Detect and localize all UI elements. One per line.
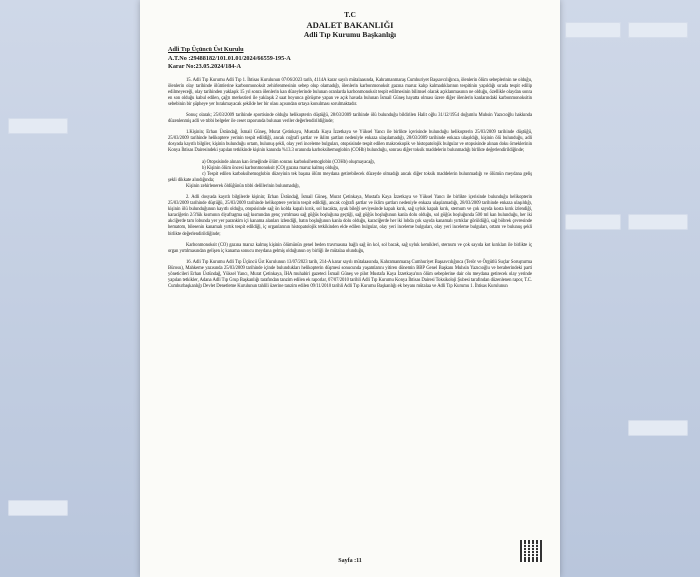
background-tile [628, 420, 688, 436]
background-tile [565, 214, 621, 230]
paragraph: 1.Kişinin; Erhan Üstündağ, İsmail Güneş, Murat Çetinkaya, Mustafa Kaya İzzetkaya ve Yüksel Yancı ile birlikte içerisinde bulunduğu helikopterin 25/03/2009 tarihinde düştüğü, 25/03/2009 tarihinde helikoptere yerinin tespit edildiği, ancak coğrafi şartlar ve iklim şartları nedeniyle enkaza ulaşılamadığı, 28/03/2009 tarihinde enkaza ulaşıldığı, kişinin ölü bulunduğu, adli dosyada kayıtlı bilgiler, kişinin bulunduğu ortam, bulunuş şekli, olay yeri inceleme bulguları, otopsisinde tespit edilen makroskopik ve histopatolojik bulgular ve otopsisinde alınan doku örneklerinin Konya İhtisas Dairesindeki yapılan tetkikinde kişinin kanında %13.3 oranında karboksihemoglobin (COHb) bulunduğu, sonrası diğer toksik maddelerin bulunmadığı birlikte değerlendirildiğinde; [168, 130, 532, 154]
background-tile [628, 22, 688, 38]
background-tile [8, 500, 68, 516]
paragraph: a) Otopsisinde alınan kan örneğinde ölüm sonrası karboksihemoglobin (COHb) oluşmayacağı, [202, 159, 375, 165]
document-body [168, 78, 532, 291]
paragraph: Karbonmonoksit (CO) gazına maruz kalmış kişinin ölümünün genel beden travmasına bağlı sağ ön kol, sol bacak, sağ uyluk kemikleri, sternum ve çok sayıda kot kırıkları ile birlikte iç organ yırtılmasından gelişen iç kanama sonucu meydana gelmiş olduğunun oy birliği ile mütalaa olunduğu, [168, 242, 532, 254]
background-tile [628, 214, 688, 230]
document-meta [168, 46, 532, 72]
paragraph: Sonuç olarak; 25/03/2009 tarihinde sportisinde olduğu helikopterin düştüğü, 28/03/2009 tarihinde ölü bulunduğu bildirilen Halit oğlu 31/12/1954 doğumlu Muhsin Yazıcıoğlu hakkında düzenlenmiş adli ve tıbbi belgeler ile ceset raporunda bulunan veriler değerlendirildiğinde; [168, 112, 532, 125]
page-number: Sayfa :11 [338, 558, 362, 564]
document-header [168, 10, 532, 40]
decision-number: Karar No:23.05.2024/184-A [168, 63, 241, 70]
paragraph: Kişinin zehirlenerek öldüğünün tıbbi delillerinin bulunmadığı, [186, 183, 300, 189]
header-ministry: ADALET BAKANLIĞI [306, 20, 394, 30]
qr-code-icon [520, 540, 542, 562]
background-right [550, 0, 700, 577]
paragraph: 16. Adli Tıp Kurumu Adli Tıp Üçüncü Üst Kurulunun 13/07/2023 tarih, 214-A karar sayılı mütalaasında, Kahramanmaraş Cumhuriyet Başsavcılığınca (Terör ve Örgütlü Suçlar Soruşturma Bürosu), Mahkeme yazısında 25/03/2009 tarihinde içinde bulundukları helikopterin düşmesi sonucunda yaşamlarını yitiren dönemin BBP Genel Başkanı Muhsin Yazıcıoğlu ve beraberindeki parti yöneticileri Erhan Üstündağ, Yüksel Yancı, Murat Çetinkaya, İHA muhabiri gazeteci İsmail Güneş ve pilot Mustafa Kaya İzzetkaya'nın ölüm sebeplerine dair olu meydana getirecek olay yerinde yapılan tetkikler, Adana Adli Tıp Grup Başkanlığı tarafından tanzim edilen ek raporlar, 07/07/2010 tarihli Adli Tıp Kurumu Konya İhtisas Dairesi Toksikoloji Şubesi tarafından düzenlenen rapor, T.C. Cumhurbaşkanlığı Devlet Denetleme Kurulunun tahlili üzerine tanzim edilen 09/11/2010 tarihli Adli Tıp Kurumu Başkanlığı ek beyanı mütalaa ve Adli Tıp Kurumu 1. İhtisas Kurulunun [168, 259, 532, 290]
header-tc: T.C [344, 10, 356, 19]
committee-name: Adli Tıp Üçüncü Üst Kurulu [168, 46, 244, 53]
paragraph: c) Tespit edilen karboksihemoglobin düzeyinin tek başına ölüm meydana getirebilecek düzeyde olmadığı ancak diğer toksik maddelerin bulunmadığı ve ölümün meydana geliş şekli dikkate alındığında; [168, 171, 532, 183]
background-tile [565, 22, 621, 38]
paragraph: 15. Adli Tıp Kurumu Adli Tıp 1. İhtisas Kurulunun 07/06/2023 tarih, 4114A karar sayılı mütalaasında, Kahramanmaraş Cumhuriyet Başsavcılığınca, ölenlerin ölüm sebeplerinin ne olduğu, ölenlerin olay tarihinde ölümlerine karbonmonoksit zehirlenmesinin sebep olup olamadığı, ölenlerin karbonmonoksit gazına maruz kalıp kalmadıklarının tespitinin yapıldığı sırada tespit edilip edilmeyeceği, olay tarihinden yaklaşık 15 yıl sonra ölenlerin kan düzeylerinde bulunan oranlarda karbonmonoksit tespit edilmesinin bilimsel olarak açıklanmasının ne olduğu, özellikle olaydan sonra en son olduğu kabul edilen, çağrı merkezleri ile yaklaşık 2 saat boyunca görüşme yapan ve açık havada bulunan İsmail Güneş hayatta olması üzere diğer ölenlerin kanlarındaki karbonmonoksitin sebebinin bir şüpheye yer bırakmayacak şekilde her bir olası açısından ortaya konulması sorulmaktadır. [168, 77, 532, 107]
paragraph: 2. Adli dosyada kayıtlı bilgilerde kişinin; Erhan Üstündağ, İsmail Güneş, Murat Çetinkaya, Mustafa Kaya İzzetkaya ve Yüksel Yancı ile birlikte içerisinde bulunduğu helikopterin 25/03/2009 tarihinde düştüğü, 25/03/2009 tarihinde helikoptere yerinin tespit edildiği, ancak coğrafi şartlar ve iklim şartları nedeniyle enkaza ulaşılamadığı, 28/03/2009 tarihinde enkaza ulaşıldığı, kişinin ölü bulunduğunun kayıtlı olduğu, otopsisinde sağ ön kolda kapalı kırık, sol bacakta, ayak bileği seviyesinde kapalı kırık, sağ uyluk kapalı kırık, sternum ve çok sayıda kosta kırık izlendiği, karaciğerin 2/3'lük kısmının diyafragma sağ kısmından genç yırtılması sağ göğüs boşluğuna geçtiği, sağ göğüs boşluğunun kanla dolu olduğu, sol göğüs boşluğunda 500 ml kan bulunduğu, her iki akciğerde tam lobunda yer yer parankim içi kanama alanları izlendiği, batın boşluğunun kanla dolu olduğu, karaciğerde her iki lobda çok sayıda kanamalı yırtıklar görüldüğü, sağ böbrek çevresinde hematom, bilesenin kanamalı yırtık tespit edildiği, iç organlarının histopatolojik tetkikinden elde edilen bulgular, olay yeri inceleme bulguları, olay yeri inceleme bulguları, ortam ve bulunuş şekli birlikte değerlendirildiğinde; [168, 195, 532, 237]
document-page [140, 0, 560, 577]
header-department: Adli Tıp Kurumu Başkanlığı [303, 30, 397, 39]
background-left [0, 0, 150, 577]
reference-number: A.T.No :29488182/101.01.01/2024/66559-195-A [168, 54, 291, 62]
background-tile [8, 118, 68, 134]
paragraph: b) Kişinin ölüm öncesi karbonmonoksit (CO) gazına maruz kalmış olduğu, [202, 165, 340, 171]
